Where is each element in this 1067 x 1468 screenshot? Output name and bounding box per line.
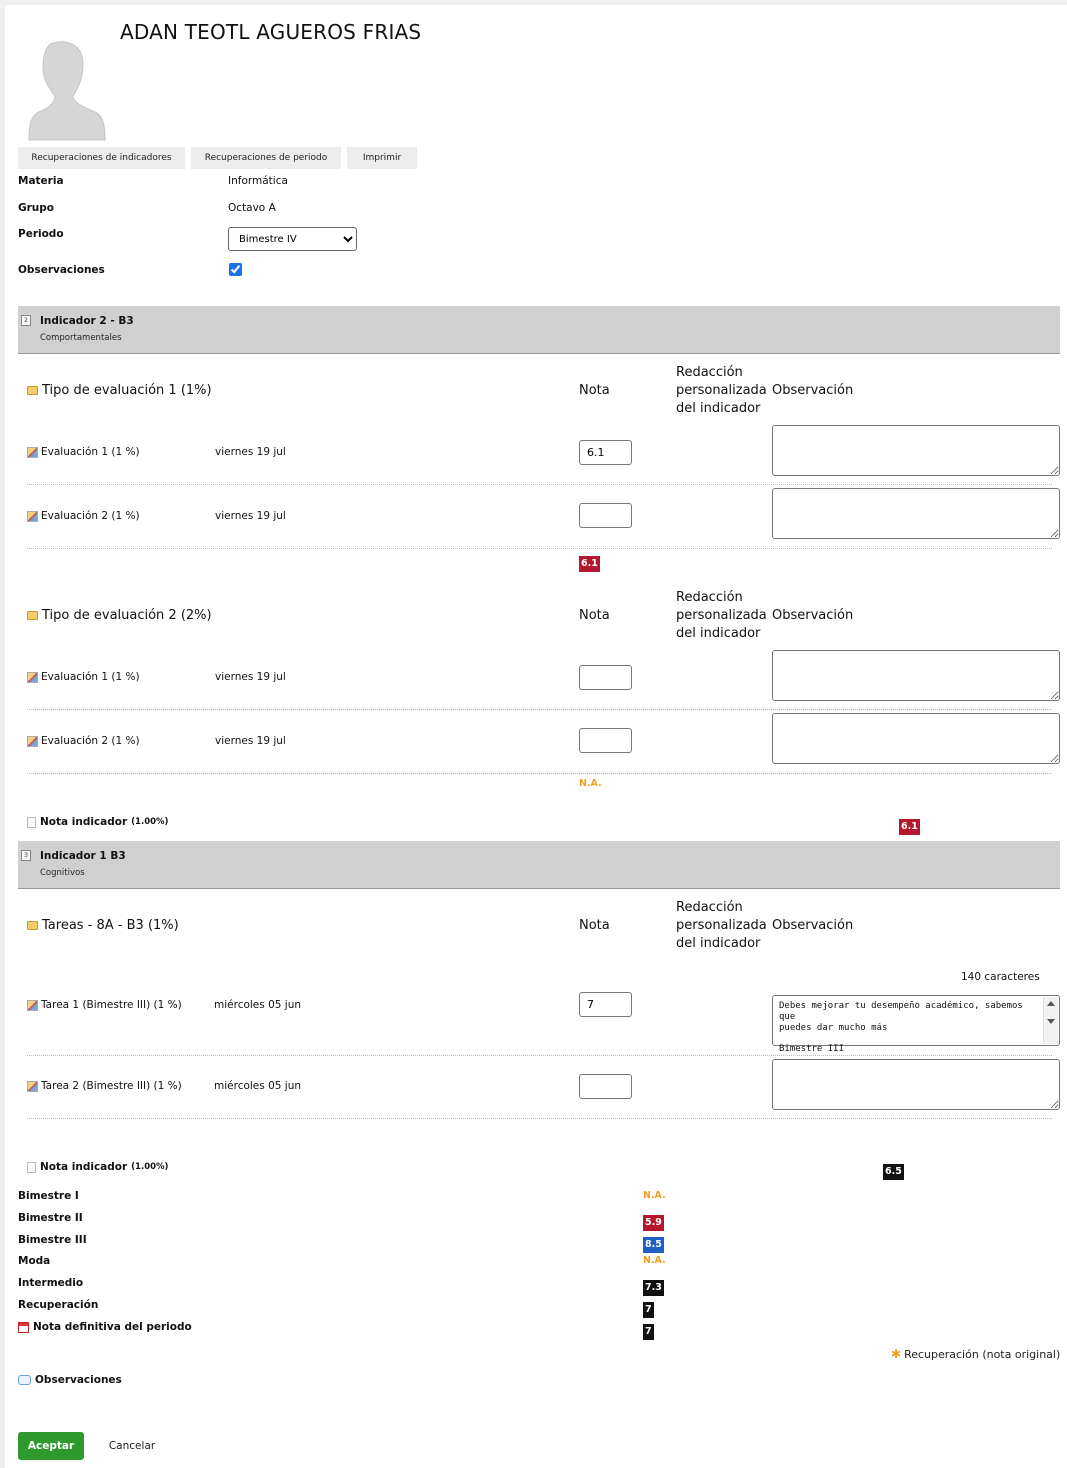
edit-evaluation-icon [27, 1000, 38, 1011]
edit-evaluation-icon [27, 672, 38, 683]
evaluation-date: miércoles 05 jun [214, 999, 301, 1011]
summary-value-recuperacion [643, 1297, 654, 1318]
redaccion-line: del indicador [676, 401, 761, 416]
materia-value: Informática [228, 175, 288, 187]
redaccion-line: Redacción [676, 365, 743, 380]
grade-input[interactable] [579, 992, 632, 1017]
legend-text: Recuperación (nota original) [904, 1347, 1061, 1361]
evaluation-row-label[interactable] [27, 735, 140, 747]
nota-indicador-pct: (1.00%) [131, 817, 169, 827]
observacion-column-header: Observación [772, 383, 854, 398]
page [5, 5, 1067, 1468]
observaciones-checkbox[interactable] [229, 263, 242, 276]
folder-icon [27, 921, 38, 930]
evaluation-name: Evaluación 2 (1 %) [41, 510, 140, 522]
redaccion-column-header [676, 589, 767, 643]
observaciones-section-title: Observaciones [35, 1374, 122, 1386]
evaluation-date: miércoles 05 jun [214, 1080, 301, 1092]
summary-value-moda: N.A. [643, 1255, 666, 1266]
summary-value-intermedio [643, 1275, 664, 1296]
summary-label-moda: Moda [18, 1255, 51, 1267]
summary-label-bimestre-3: Bimestre III [18, 1234, 87, 1246]
nota-indicador-label [27, 816, 168, 828]
type-subtotal-na: N.A. [579, 778, 602, 789]
summary-label-bimestre-2: Bimestre II [18, 1212, 83, 1224]
asterisk-icon: ✱ [891, 1347, 902, 1361]
indicator-header [18, 841, 1060, 889]
row-divider [27, 548, 1052, 549]
summary-badge: 8.5 [643, 1237, 664, 1253]
evaluation-type-label: Tipo de evaluación 2 (2%) [42, 608, 212, 623]
nota-column-header: Nota [579, 383, 610, 398]
observation-line: Bimestre III [779, 1044, 845, 1054]
summary-badge: 7 [643, 1302, 654, 1318]
summary-value-bimestre-3 [643, 1232, 664, 1253]
edit-evaluation-icon [27, 1081, 38, 1092]
observation-textarea[interactable] [772, 425, 1060, 476]
indicator-title: Indicador 1 B3 [40, 850, 126, 862]
evaluation-type-title [27, 383, 212, 398]
cancel-button[interactable]: Cancelar [97, 1432, 167, 1460]
nota-indicador-text: Nota indicador [40, 816, 128, 828]
calendar-icon [18, 1322, 29, 1333]
nota-indicador-pct: (1.00%) [131, 1162, 169, 1172]
evaluation-type-label: Tipo de evaluación 1 (1%) [42, 383, 212, 398]
redaccion-line: personalizada [676, 918, 767, 933]
grupo-label: Grupo [18, 202, 55, 214]
grupo-value: Octavo A [228, 202, 276, 214]
evaluation-name: Evaluación 2 (1 %) [41, 735, 140, 747]
evaluation-row-label[interactable] [27, 999, 182, 1011]
evaluation-type-title [27, 918, 179, 933]
accept-button[interactable]: Aceptar [18, 1432, 84, 1460]
evaluation-date: viernes 19 jul [215, 510, 286, 522]
comment-icon [18, 1375, 31, 1385]
periodo-label: Periodo [18, 228, 64, 240]
recuperaciones-periodo-button[interactable]: Recuperaciones de periodo [191, 147, 341, 169]
observation-line [779, 1034, 1039, 1044]
observation-scrollbar[interactable] [1043, 997, 1058, 1044]
evaluation-type-label: Tareas - 8A - B3 (1%) [42, 918, 179, 933]
nota-indicador-text: Nota indicador [40, 1161, 128, 1173]
periodo-select[interactable] [228, 227, 357, 251]
row-divider [27, 1118, 1052, 1119]
summary-label-nota-definitiva [18, 1321, 192, 1333]
summary-badge: 5.9 [643, 1215, 664, 1231]
redaccion-column-header [676, 899, 767, 953]
nota-indicador-value [883, 1159, 904, 1180]
summary-label-bimestre-1: Bimestre I [18, 1190, 79, 1202]
evaluation-row-label[interactable] [27, 446, 140, 458]
char-count: 140 caracteres [961, 971, 1040, 983]
observaciones-section[interactable] [18, 1374, 122, 1386]
evaluation-name: Evaluación 1 (1 %) [41, 446, 140, 458]
row-divider [27, 484, 1052, 485]
nota-definitiva-text: Nota definitiva del periodo [33, 1321, 192, 1333]
summary-value-nota-definitiva [643, 1319, 654, 1340]
nota-indicador-value [899, 814, 920, 835]
redaccion-line: personalizada [676, 383, 767, 398]
observacion-column-header: Observación [772, 918, 854, 933]
summary-badge: 7.3 [643, 1280, 664, 1296]
observation-textarea[interactable] [772, 488, 1060, 539]
nota-column-header: Nota [579, 918, 610, 933]
indicator-number: 3 [21, 850, 31, 861]
recuperaciones-indicadores-button[interactable]: Recuperaciones de indicadores [18, 147, 185, 169]
redaccion-line: personalizada [676, 608, 767, 623]
redaccion-column-header [676, 364, 767, 418]
scroll-up-icon[interactable] [1047, 1001, 1055, 1006]
scroll-down-icon[interactable] [1047, 1019, 1055, 1024]
evaluation-name: Tarea 1 (Bimestre III) (1 %) [41, 999, 182, 1011]
evaluation-date: viernes 19 jul [215, 671, 286, 683]
grade-input[interactable] [579, 728, 632, 753]
nota-indicador-badge: 6.1 [899, 819, 920, 835]
edit-evaluation-icon [27, 511, 38, 522]
avatar-silhouette-icon [25, 40, 105, 140]
evaluation-row-label[interactable] [27, 1080, 182, 1092]
redaccion-line: Redacción [676, 590, 743, 605]
imprimir-button[interactable]: Imprimir [347, 147, 417, 169]
type-subtotal [579, 551, 600, 572]
nota-indicador-badge: 6.5 [883, 1164, 904, 1180]
indicator-number: 2 [21, 315, 31, 326]
nota-indicador-label [27, 1161, 168, 1173]
grade-input[interactable] [579, 440, 632, 465]
indicator-subtitle: Comportamentales [40, 333, 122, 343]
observation-textarea[interactable] [772, 650, 1060, 701]
indicator-subtitle: Cognitivos [40, 868, 85, 878]
summary-value-bimestre-2 [643, 1210, 664, 1231]
row-divider [27, 773, 1052, 774]
redaccion-line: del indicador [676, 626, 761, 641]
observation-textarea-filled[interactable] [772, 995, 1060, 1054]
grade-input[interactable] [579, 1074, 632, 1099]
recuperacion-legend [891, 1347, 1060, 1361]
folder-icon [27, 611, 38, 620]
row-divider [27, 1055, 1052, 1056]
observation-line: puedes dar mucho más [779, 1023, 888, 1033]
evaluation-row-label[interactable] [27, 510, 140, 522]
observacion-column-header: Observación [772, 608, 854, 623]
evaluation-type-title [27, 608, 212, 623]
evaluation-name: Tarea 2 (Bimestre III) (1 %) [41, 1080, 182, 1092]
observation-textarea[interactable] [772, 1059, 1060, 1110]
row-divider [27, 709, 1052, 710]
subtotal-badge: 6.1 [579, 556, 600, 572]
evaluation-date: viernes 19 jul [215, 735, 286, 747]
summary-label-intermedio: Intermedio [18, 1277, 84, 1289]
edit-evaluation-icon [27, 736, 38, 747]
document-icon [27, 1162, 36, 1173]
evaluation-date: viernes 19 jul [215, 446, 286, 458]
observation-line: Debes mejorar tu desempeño académico, sabemos que [779, 1001, 1023, 1022]
indicator-title: Indicador 2 - B3 [40, 315, 134, 327]
student-name: ADAN TEOTL AGUEROS FRIAS [120, 20, 422, 44]
grade-input[interactable] [579, 665, 632, 690]
indicator-header [18, 306, 1060, 354]
edit-evaluation-icon [27, 447, 38, 458]
grade-input[interactable] [579, 503, 632, 528]
redaccion-line: Redacción [676, 900, 743, 915]
evaluation-row-label[interactable] [27, 671, 140, 683]
materia-label: Materia [18, 175, 64, 187]
folder-icon [27, 386, 38, 395]
summary-value-bimestre-1: N.A. [643, 1190, 666, 1201]
summary-label-recuperacion: Recuperación [18, 1299, 99, 1311]
observaciones-label: Observaciones [18, 264, 105, 276]
evaluation-name: Evaluación 1 (1 %) [41, 671, 140, 683]
summary-badge: 7 [643, 1324, 654, 1340]
document-icon [27, 817, 36, 828]
observation-textarea[interactable] [772, 713, 1060, 764]
nota-column-header: Nota [579, 608, 610, 623]
redaccion-line: del indicador [676, 936, 761, 951]
